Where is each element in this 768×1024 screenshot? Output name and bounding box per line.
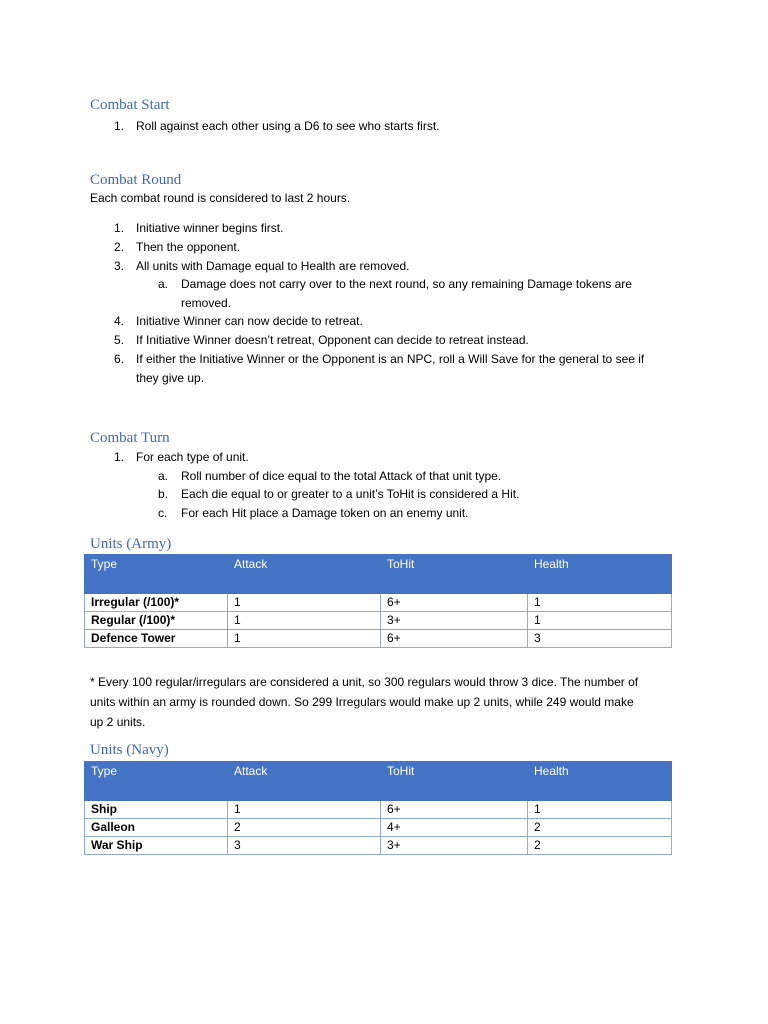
- heading-units-army: Units (Army): [90, 536, 172, 552]
- table-cell: 1: [228, 594, 381, 612]
- table-cell: 1: [228, 801, 381, 819]
- table-cell: Defence Tower: [85, 630, 228, 648]
- column-header: Type: [85, 762, 228, 801]
- table-cell: 1: [228, 612, 381, 630]
- sub-list-item-continued: removed.: [181, 296, 232, 310]
- table-cell: 6+: [381, 801, 528, 819]
- list-item: Then the opponent.: [136, 240, 241, 254]
- table-cell: War Ship: [85, 837, 228, 855]
- sub-list-item: Damage does not carry over to the next round, so any remaining Damage tokens are: [181, 277, 632, 291]
- table-cell: 1: [228, 630, 381, 648]
- list-number: 1.: [114, 221, 125, 235]
- table-cell: 2: [228, 819, 381, 837]
- table-cell: 3+: [381, 612, 528, 630]
- sub-list-marker: a.: [158, 277, 169, 291]
- table-cell: 3: [528, 630, 672, 648]
- table-cell: 3: [228, 837, 381, 855]
- column-header: ToHit: [381, 762, 528, 801]
- column-header: Type: [85, 555, 228, 594]
- sub-list-marker: c.: [158, 506, 168, 520]
- table-cell: Ship: [85, 801, 228, 819]
- table-cell: 1: [528, 801, 672, 819]
- list-item: Initiative winner begins first.: [136, 221, 284, 235]
- units-army-table: [84, 554, 672, 648]
- list-item: For each type of unit.: [136, 450, 249, 464]
- table-cell: 1: [528, 612, 672, 630]
- table-cell: Regular (/100)*: [85, 612, 228, 630]
- combat-round-intro: Each combat round is considered to last 2 hours.: [90, 191, 351, 205]
- footnote-line: units within an army is rounded down. So 299 Irregulars would make up 2 units, while 249 would make: [90, 695, 634, 709]
- table-cell: 2: [528, 837, 672, 855]
- list-item: Initiative Winner can now decide to retreat.: [136, 314, 363, 328]
- table-row: [85, 630, 672, 648]
- table-row: [85, 594, 672, 612]
- units-navy-table: [84, 761, 672, 855]
- column-header: Attack: [228, 762, 381, 801]
- sub-list-item: Roll number of dice equal to the total Attack of that unit type.: [181, 469, 502, 483]
- list-item: All units with Damage equal to Health are removed.: [136, 259, 410, 273]
- list-number: 2.: [114, 240, 125, 254]
- footnote-line: * Every 100 regular/irregulars are considered a unit, so 300 regulars would throw 3 dice. The number of: [90, 675, 639, 689]
- heading-units-navy: Units (Navy): [90, 742, 169, 758]
- table-cell: 6+: [381, 594, 528, 612]
- footnote-line: up 2 units.: [90, 715, 146, 729]
- table-cell: 6+: [381, 630, 528, 648]
- sub-list-marker: a.: [158, 469, 169, 483]
- list-number: 4.: [114, 314, 125, 328]
- table-header-row: [85, 762, 672, 801]
- table-row: [85, 837, 672, 855]
- list-item: If either the Initiative Winner or the Opponent is an NPC, roll a Will Save for the general to see if: [136, 352, 645, 366]
- footnote: [90, 672, 680, 732]
- column-header: ToHit: [381, 555, 528, 594]
- list-number: 6.: [114, 352, 125, 366]
- sub-list-marker: b.: [158, 487, 169, 501]
- table-cell: 2: [528, 819, 672, 837]
- list-item-continued: they give up.: [136, 371, 205, 385]
- table-cell: 1: [528, 594, 672, 612]
- table-cell: 4+: [381, 819, 528, 837]
- column-header: Health: [528, 555, 672, 594]
- list-number: 1.: [114, 450, 125, 464]
- table-row: [85, 801, 672, 819]
- table-cell: Galleon: [85, 819, 228, 837]
- list-number: 5.: [114, 333, 125, 347]
- table-row: [85, 612, 672, 630]
- list-number: 1.: [114, 119, 125, 133]
- heading-combat-turn: Combat Turn: [90, 430, 170, 446]
- table-header-row: [85, 555, 672, 594]
- sub-list-item: For each Hit place a Damage token on an enemy unit.: [181, 506, 469, 520]
- table-row: [85, 819, 672, 837]
- list-item: Roll against each other using a D6 to see who starts first.: [136, 119, 440, 133]
- table-cell: 3+: [381, 837, 528, 855]
- heading-combat-start: Combat Start: [90, 97, 170, 113]
- heading-combat-round: Combat Round: [90, 172, 182, 188]
- table-cell: Irregular (/100)*: [85, 594, 228, 612]
- sub-list-item: Each die equal to or greater to a unit’s ToHit is considered a Hit.: [181, 487, 520, 501]
- column-header: Attack: [228, 555, 381, 594]
- list-item: If Initiative Winner doesn’t retreat, Opponent can decide to retreat instead.: [136, 333, 529, 347]
- column-header: Health: [528, 762, 672, 801]
- list-number: 3.: [114, 259, 125, 273]
